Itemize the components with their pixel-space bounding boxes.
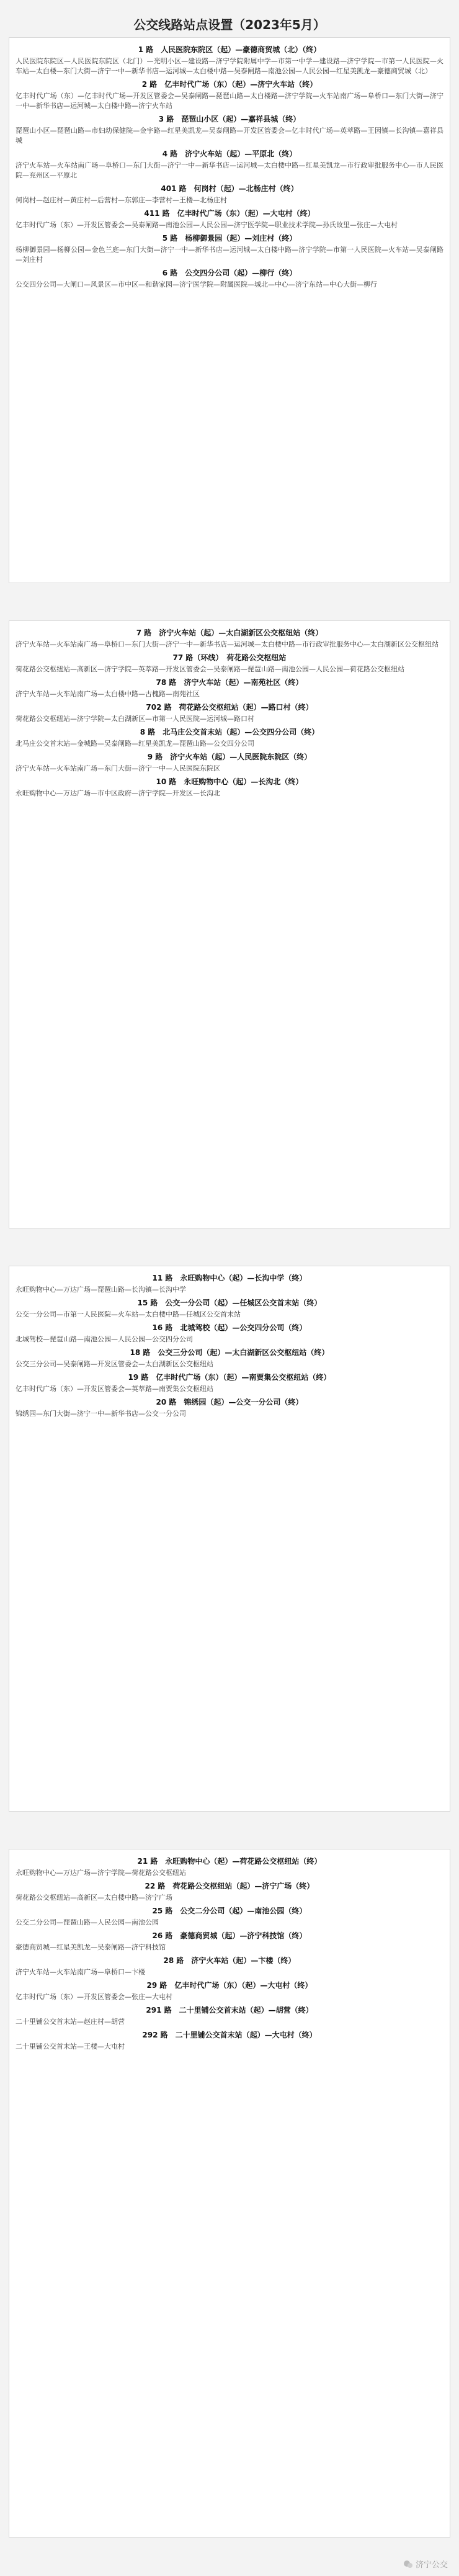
route-stops: 济宁火车站—火车站南广场—阜桥口—东门大街—济宁一中—新华书店—运河城—太白楼中路—红星美凯龙—市行政审批服务中心—市人民医院—兖州区—平原北 [16, 161, 443, 179]
route-stops: 济宁火车站—火车站南广场—东门大街—济宁一中—人民医院东院区 [16, 764, 220, 772]
route-title: 7 路 济宁火车站（起）—太白湖新区公交枢纽站（终） [136, 628, 323, 637]
route-title: 25 路 公交二分公司（起）—南池公园（终） [152, 1907, 307, 1915]
route-block [14, 1980, 445, 2002]
route-block [14, 1881, 445, 1903]
route-stops: 公交四分公司—大闸口—风景区—市中区—和谐家园—济宁医学院—附属医院—城北—中心—济宁东站—中心大街—柳行 [16, 280, 377, 288]
route-stops: 永旺购物中心—万达广场—琵琶山路—长沟镇—长沟中学 [16, 1286, 186, 1294]
route-stops: 公交一分公司—市第一人民医院—火车站—太白楼中路—任城区公交首末站 [16, 1310, 241, 1318]
route-block [14, 1397, 445, 1419]
route-block [14, 653, 445, 674]
route-title: 292 路 二十里铺公交首末站（起）—大屯村（终） [142, 2031, 317, 2039]
route-block [14, 777, 445, 798]
route-title: 702 路 荷花路公交枢纽站（起）—路口村（终） [146, 703, 313, 712]
route-block [14, 1372, 445, 1394]
route-stops: 亿丰时代广场（东）—开发区管委会—张庄—大屯村 [16, 1993, 172, 2001]
route-stops: 琵琶山小区—琵琶山路—市妇幼保健院—金宇路—红星美凯龙—吴泰闸路—开发区管委会—亿丰时代广场—英萃路—王因镇—长沟镇—嘉祥县城 [16, 127, 443, 145]
route-block [14, 45, 445, 76]
route-stops: 济宁火车站—火车站南广场—太白楼中路—古槐路—南苑社区 [16, 690, 200, 698]
route-stops: 济宁火车站—火车站南广场—阜桥口—卞楼 [16, 1968, 145, 1976]
route-title: 21 路 永旺购物中心（起）—荷花路公交枢纽站（终） [137, 1857, 322, 1866]
route-block [14, 727, 445, 749]
route-title: 10 路 永旺购物中心（起）—长沟北（终） [156, 777, 303, 786]
route-panel-4 [9, 1849, 450, 2538]
route-title: 26 路 豪德商贸城（起）—济宁科技馆（终） [152, 1931, 307, 1940]
route-stops: 亿丰时代广场（东）—开发区管委会—吴泰闸路—南池公园—人民公园—济宁医学院—职业技术学院—孙氏故里—张庄—大屯村 [16, 221, 398, 229]
route-block [14, 678, 445, 699]
route-block [14, 79, 445, 111]
route-block [14, 752, 445, 774]
route-block [14, 1956, 445, 1977]
watermark [403, 2558, 448, 2570]
route-stops: 荷花路公交枢纽站—高新区—济宁学院—英萃路—开发区管委会—吴泰闸路—琵琶山路—南池公园—人民公园—荷花路公交枢纽站 [16, 665, 404, 673]
route-block [14, 2005, 445, 2027]
page-title: 公交线路站点设置（2023年5月） [133, 17, 326, 32]
route-title: 16 路 北城驾校（起）—公交四分公司（终） [152, 1323, 307, 1332]
route-title: 18 路 公交三分公司（起）—太白湖新区公交枢纽站（终） [130, 1348, 329, 1357]
route-stops: 荷花路公交枢纽站—济宁学院—太白湖新区—市第一人民医院—运河城—路口村 [16, 715, 254, 723]
route-block [14, 268, 445, 290]
route-title: 28 路 济宁火车站（起）—卞楼（终） [163, 1956, 296, 1965]
route-stops: 何岗村—赵庄村—黄庄村—后营村—东郭庄—李营村—王楼—北杨庄村 [16, 196, 227, 204]
route-title: 20 路 锦绣园（起）—公交一分公司（终） [156, 1398, 303, 1407]
route-stops: 亿丰时代广场（东）—开发区管委会—英萃路—南贾集公交枢纽站 [16, 1385, 213, 1393]
route-stops: 永旺购物中心—万达广场—市中区政府—济宁学院—开发区—长沟北 [16, 789, 220, 797]
route-stops: 二十里铺公交首末站—王楼—大屯村 [16, 2042, 125, 2051]
route-block [14, 1323, 445, 1344]
route-title: 4 路 济宁火车站（起）—平原北（终） [162, 150, 297, 158]
route-title: 77 路（环线） 荷花路公交枢纽站 [172, 653, 287, 662]
route-block [14, 1348, 445, 1369]
route-panel-3 [9, 1266, 450, 1812]
route-stops: 锦绣园—东门大街—济宁一中—新华书店—公交一分公司 [16, 1410, 186, 1418]
route-block [14, 1298, 445, 1320]
route-stops: 永旺购物中心—万达广场—济宁学院—荷花路公交枢纽站 [16, 1869, 186, 1877]
route-block [14, 1856, 445, 1878]
route-title: 29 路 亿丰时代广场（东）（起）—大屯村（终） [146, 1981, 313, 1990]
route-block [14, 114, 445, 146]
route-title: 8 路 北马庄公交首末站（起）—公交四分公司（终） [140, 728, 319, 736]
route-block [14, 184, 445, 205]
route-stops: 豪德商贸城—红星美凯龙—吴泰闸路—济宁科技馆 [16, 1943, 166, 1951]
route-panel-2 [9, 620, 450, 1228]
route-title: 6 路 公交四分公司（起）—柳行（终） [162, 269, 297, 277]
route-block [14, 1931, 445, 1952]
route-block [14, 2030, 445, 2052]
route-title: 401 路 何岗村（起）—北杨庄村（终） [161, 184, 298, 193]
route-block [14, 1906, 445, 1928]
wechat-icon [403, 2559, 413, 2569]
route-stops: 荷花路公交枢纽站—高新区—太白楼中路—济宁广场 [16, 1894, 172, 1902]
route-stops: 公交二分公司—琵琶山路—人民公园—南池公园 [16, 1918, 159, 1926]
route-title: 291 路 二十里铺公交首末站（起）—胡营（终） [146, 2006, 313, 2015]
route-stops: 北马庄公交首末站—金城路—吴泰闸路—红星美凯龙—琵琶山路—公交四分公司 [16, 740, 254, 748]
route-stops: 北城驾校—琵琶山路—南池公园—人民公园—公交四分公司 [16, 1335, 193, 1343]
route-title: 2 路 亿丰时代广场（东）（起）—济宁火车站（终） [141, 80, 318, 89]
watermark-text: 济宁公交 [415, 2560, 448, 2570]
route-stops: 人民医院东院区—人民医院东院区（北门）—光明小区—建设路—济宁学院附属中学—市第一中学—建设路—济宁学院—市第一人民医院—火车站—太白楼—东门大街—济宁一中—新华书店—运河城—太白楼中路—吴泰闸路—南池公园—人民公园—红星美凯龙—豪德商贸城（北） [16, 57, 443, 75]
route-stops: 二十里铺公交首末站—赵庄村—胡营 [16, 2018, 125, 2026]
route-title: 411 路 亿丰时代广场（东）（起）—大屯村（终） [144, 209, 315, 218]
route-title: 3 路 琵琶山小区（起）—嘉祥县城（终） [158, 115, 301, 123]
route-stops: 亿丰时代广场（东）—亿丰时代广场—开发区管委会—吴泰闸路—琵琶山路—太白楼路—济宁学院—火车站南广场—阜桥口—东门大街—济宁一中—新华书店—运河城—太白楼中路—济宁火车站 [16, 92, 443, 110]
route-title: 15 路 公交一分公司（起）—任城区公交首末站（终） [137, 1299, 322, 1307]
route-block [14, 149, 445, 181]
route-block [14, 1273, 445, 1295]
route-stops: 公交三分公司—吴泰闸路—开发区管委会—太白湖新区公交枢纽站 [16, 1360, 213, 1368]
route-title: 22 路 荷花路公交枢纽站（起）—济宁广场（终） [145, 1882, 314, 1890]
route-title: 19 路 亿丰时代广场（东）（起）—南贾集公交枢纽站（终） [128, 1373, 331, 1382]
route-title: 78 路 济宁火车站（起）—南苑社区（终） [156, 678, 303, 687]
route-block [14, 702, 445, 724]
route-stops: 杨柳御景园—杨柳公园—金色兰庭—东门大街—济宁一中—新华书店—运河城—太白楼中路—济宁学院—市第一人民医院—火车站—吴泰闸路—刘庄村 [16, 246, 443, 264]
route-title: 9 路 济宁火车站（起）—人民医院东院区（终） [147, 753, 312, 761]
route-block [14, 208, 445, 230]
route-title: 11 路 永旺购物中心（起）—长沟中学（终） [152, 1274, 307, 1282]
route-block [14, 233, 445, 265]
route-block [14, 628, 445, 650]
route-panel-1 [9, 37, 450, 583]
route-title: 1 路 人民医院东院区（起）—豪德商贸城（北）（终） [138, 45, 321, 54]
route-title: 5 路 杨柳御景园（起）—刘庄村（终） [162, 234, 297, 243]
route-stops: 济宁火车站—火车站南广场—阜桥口—东门大街—济宁一中—新华书店—运河城—太白楼中路—市行政审批服务中心—太白湖新区公交枢纽站 [16, 640, 439, 648]
